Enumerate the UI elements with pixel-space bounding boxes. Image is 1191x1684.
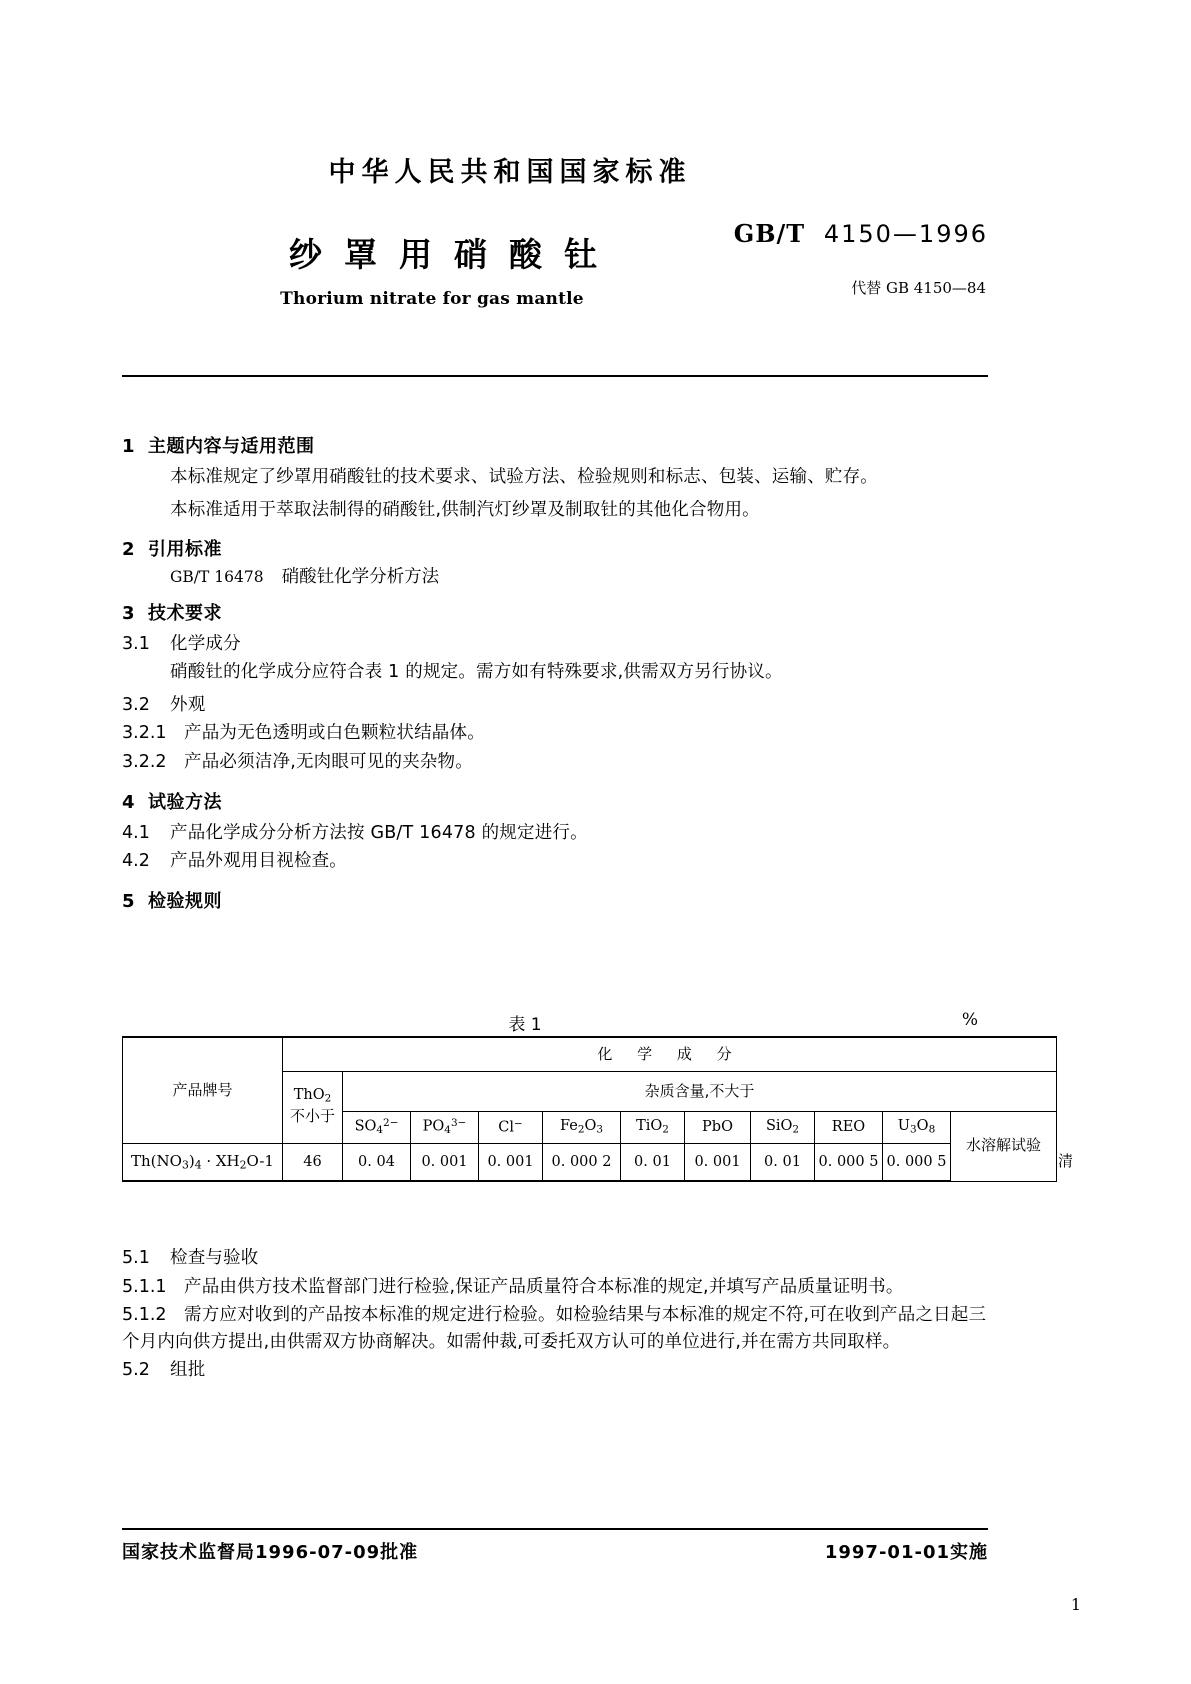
section-4-2-text: 产品外观用目视检查。 [170, 851, 347, 872]
section-1-heading [122, 438, 992, 456]
section-4-1-text: 产品化学成分分析方法按 GB/T 16478 的规定进行。 [170, 822, 588, 843]
section-2-title: 引用标准 [148, 539, 222, 561]
section-1-paragraph-2: 本标准适用于萃取法制得的硝酸钍,供制汽灯纱罩及制取钍的其他化合物用。 [170, 499, 760, 520]
cell-reo-value: 0. 000 5 [815, 1143, 883, 1181]
replaces-note [851, 277, 986, 298]
effective-date-statement: 1997-01-01实施 [824, 1542, 988, 1563]
header-cell-cl: Cl− [479, 1111, 543, 1143]
cell-po4-value: 0. 001 [411, 1143, 479, 1181]
section-5-1-2-number: 5.1.2 [122, 1305, 167, 1326]
referenced-standard-line [122, 569, 992, 587]
replaces-text: 代替 GB 4150—84 [851, 279, 986, 297]
header-cell-fe2o3: $Fe_2O_3$ [543, 1111, 621, 1143]
section-1-number: 1 [122, 436, 136, 457]
section-2-number: 2 [122, 539, 136, 561]
section-4-1-number: 4.1 [122, 822, 150, 843]
section-5-1-number: 5.1 [122, 1248, 150, 1268]
standard-number [734, 219, 988, 248]
header-cell-water-dissolution-test [951, 1111, 1057, 1181]
table-caption-row [122, 1010, 988, 1036]
section-3-2-title: 外观 [170, 694, 206, 715]
section-1-title: 主题内容与适用范围 [148, 436, 315, 457]
section-5-1-1-number: 5.1.1 [122, 1276, 167, 1297]
standard-title-cn: 纱罩用硝酸钍 [289, 235, 619, 274]
section-3-1-heading [122, 631, 992, 658]
section-4-heading [122, 791, 992, 813]
header-cell-pbo: PbO [685, 1111, 751, 1143]
header-cell-impurity-content: 杂质含量,不大于 [343, 1071, 1057, 1111]
cell-tho2-value: 46 [283, 1143, 343, 1181]
section-4-2 [122, 848, 992, 875]
header-cell-so4: $SO_4^{2-}$ [343, 1111, 411, 1143]
table-caption: 表 1 [508, 1015, 542, 1035]
section-3-number: 3 [122, 602, 136, 624]
section-3-2-1-text: 产品为无色透明或白色颗粒状结晶体。 [184, 723, 485, 744]
header-cell-tio2: TiO$_2$ [621, 1111, 685, 1143]
cell-cl-value: 0. 001 [479, 1143, 543, 1181]
header-cell-tho2 [283, 1071, 343, 1143]
header-cell-reo: REO [815, 1111, 883, 1143]
section-4-title: 试验方法 [148, 791, 222, 813]
section-3-2-1 [122, 720, 992, 747]
table-unit: % [961, 1010, 978, 1030]
section-4-1 [122, 820, 992, 847]
header-cell-brand: 产品牌号 [123, 1037, 283, 1143]
section-3-1-paragraph: 硝酸钍的化学成分应符合表 1 的规定。需方如有特殊要求,供需双方另行协议。 [170, 662, 783, 683]
section-3-2-2 [122, 749, 992, 776]
section-5-2-heading [122, 1357, 994, 1384]
section-5-1-heading [122, 1245, 994, 1272]
referenced-standard-name: 硝酸钍化学分析方法 [281, 567, 440, 588]
nation-standard-line: 中华人民共和国国家标准 [328, 157, 692, 188]
tho2-subscript: 2 [324, 1092, 332, 1105]
section-3-title: 技术要求 [148, 602, 222, 624]
section-1-paragraph-1: 本标准规定了纱罩用硝酸钍的技术要求、试验方法、检验规则和标志、包装、运输、贮存。 [170, 467, 878, 487]
header-cell-po4: $PO_4^{3-}$ [411, 1111, 479, 1143]
section-4-number: 4 [122, 791, 136, 813]
section-5-1-1 [122, 1274, 994, 1301]
footer-divider-rule [122, 1528, 988, 1530]
standard-number-value: 4150—1996 [823, 220, 988, 248]
header-divider-rule [122, 375, 988, 377]
cell-pbo-value: 0. 001 [685, 1143, 751, 1181]
section-2-heading [122, 541, 992, 559]
section-3-2-heading [122, 692, 992, 719]
approval-statement: 国家技术监督局1996-07-09批准 [122, 1542, 419, 1563]
section-5-title: 检验规则 [148, 890, 222, 912]
section-5-2-number: 5.2 [122, 1360, 150, 1381]
cell-so4-value: 0. 04 [343, 1143, 411, 1181]
chemical-composition-table [122, 1036, 1074, 1182]
section-5-number: 5 [122, 890, 136, 912]
water-test-label: 水溶解试验 [966, 1136, 1042, 1155]
section-3-1-number: 3.1 [122, 633, 150, 654]
header-cell-u3o8: $U_3O_8$ [883, 1111, 951, 1143]
standard-title-en: Thorium nitrate for gas mantle [280, 289, 584, 309]
referenced-standard-code: GB/T 16478 [170, 568, 264, 587]
table-1-block [122, 1010, 1074, 1182]
section-5-1-2-text: 需方应对收到的产品按本标准的规定进行检验。如检验结果与本标准的规定不符,可在收到产品之日起三个月内向供方提出,由供需双方协商解决。如需仲裁,可委托双方认可的单位进行,并在需方共同取样。 [122, 1305, 987, 1352]
section-4-2-number: 4.2 [122, 851, 150, 872]
header-cell-chemical-composition: 化 学 成 分 [283, 1037, 1057, 1071]
section-3-2-number: 3.2 [122, 694, 150, 715]
document-body-upper [122, 420, 992, 919]
document-header [122, 150, 988, 329]
tho2-base: ThO [293, 1087, 325, 1104]
cell-u3o8-value: 0. 000 5 [883, 1143, 951, 1181]
tho2-formula [294, 1087, 332, 1103]
tho2-minimum-label: 不小于 [289, 1107, 335, 1125]
section-5-heading [122, 890, 992, 912]
document-body-lower [122, 1243, 994, 1386]
section-5-2-title: 组批 [170, 1360, 206, 1381]
standard-prefix: GB/T [733, 219, 806, 248]
cell-sio2-value: 0. 01 [751, 1143, 815, 1181]
section-3-2-2-text: 产品必须洁净,无肉眼可见的夹杂物。 [184, 752, 473, 773]
document-footer [122, 1538, 988, 1568]
table-row: $Th(NO_3)_4 \cdot XH_2O-1$ 46 0. 04 0. 001 0. 001 0. 000 2 0. 01 0. 001 0. 01 0. 000 5 0. 000 5 清 [123, 1143, 1057, 1181]
section-3-2-2-number: 3.2.2 [122, 752, 167, 773]
header-cell-sio2: SiO$_2$ [751, 1111, 815, 1143]
section-5-1-2 [122, 1302, 994, 1355]
cell-brand-value: $Th(NO_3)_4 \cdot XH_2O-1$ [123, 1143, 283, 1181]
section-3-2-1-number: 3.2.1 [122, 723, 167, 744]
section-5-1-title: 检查与验收 [170, 1248, 259, 1268]
section-5-1-1-text: 产品由供方技术监督部门进行检验,保证产品质量符合本标准的规定,并填写产品质量证明书。 [184, 1276, 904, 1297]
cell-tio2-value: 0. 01 [621, 1143, 685, 1181]
section-3-heading [122, 602, 992, 624]
cell-fe2o3-value: 0. 000 2 [543, 1143, 621, 1181]
section-3-1-title: 化学成分 [170, 633, 241, 654]
page-number: 1 [1070, 1595, 1081, 1614]
table-header-row-1 [123, 1037, 1057, 1071]
